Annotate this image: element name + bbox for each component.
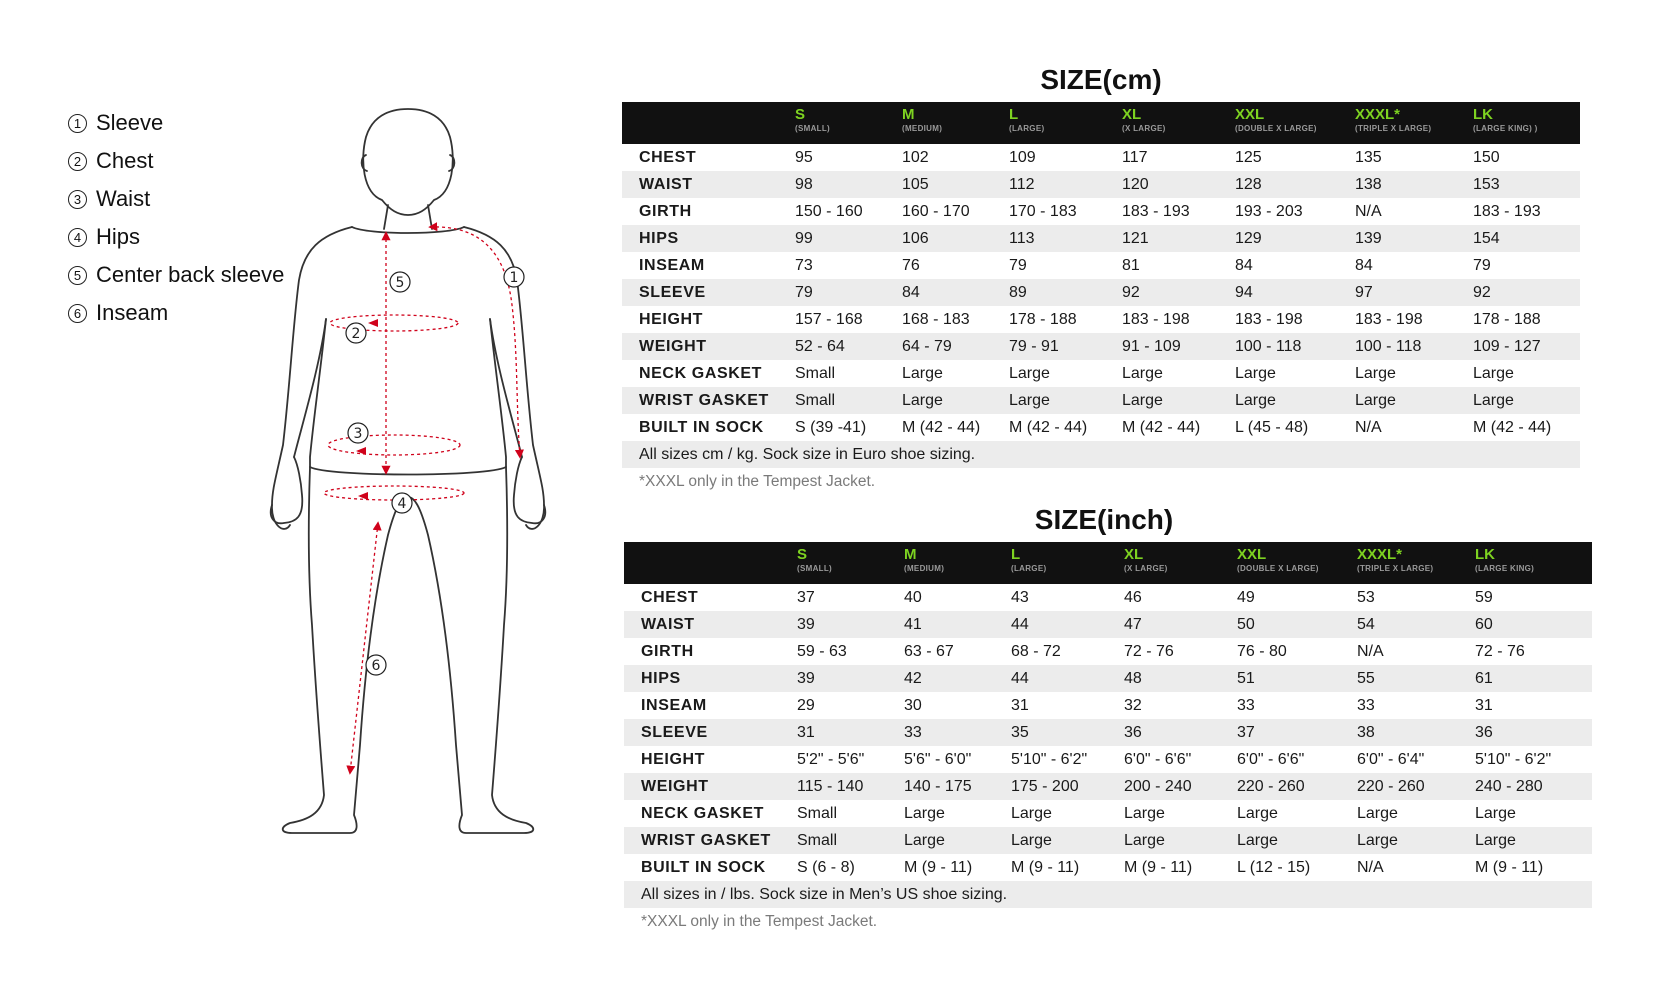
table-cell: 31: [1011, 696, 1029, 714]
size-desc: (SMALL): [797, 564, 832, 573]
table-cell: 84: [1355, 256, 1373, 274]
table-cell: 183 - 198: [1235, 310, 1303, 328]
table-cell: 95: [795, 148, 813, 166]
table-cell: Small: [797, 827, 904, 854]
row-label: WEIGHT: [622, 333, 795, 360]
row-label: HEIGHT: [639, 310, 704, 328]
table-cell: Large: [904, 827, 1011, 854]
table-cell: 49: [1237, 588, 1255, 606]
row-label: HIPS: [622, 225, 795, 252]
table-cell: 105: [902, 171, 1009, 198]
table-cell: M (42 - 44): [1122, 418, 1201, 436]
table-cell: 48: [1124, 665, 1237, 692]
table-row: [624, 584, 1592, 611]
table-cell: Large: [1122, 387, 1235, 414]
table-cell: 150 - 160: [795, 202, 863, 220]
table-cell: 31: [1475, 696, 1493, 714]
table-cell: Large: [1473, 387, 1580, 414]
row-label: INSEAM: [641, 696, 707, 714]
table-body: [622, 144, 1580, 468]
table-cell: 63 - 67: [904, 642, 954, 660]
table-cell: 50: [1237, 611, 1357, 638]
row-label: WAIST: [624, 611, 797, 638]
table-cell: 6'0" - 6'4": [1357, 750, 1425, 768]
size-table-cm: [622, 102, 1580, 468]
header-size-xxxl: [1357, 542, 1475, 584]
table-cell: 183 - 198: [1355, 310, 1423, 328]
table-cell: 43: [1011, 588, 1029, 606]
size-desc: (MEDIUM): [904, 564, 945, 573]
header-size-s: [797, 542, 904, 584]
header-size-xxxl: [1355, 102, 1473, 144]
table-cell: Large: [1235, 387, 1355, 414]
size-code: LK: [1473, 106, 1493, 123]
row-label: SLEEVE: [624, 719, 797, 746]
table-row: [624, 746, 1592, 773]
table-cell: 44: [1011, 665, 1124, 692]
table-note: All sizes in / lbs. Sock size in Men’s US shoe sizing.: [624, 881, 1592, 908]
table-cell: 125: [1235, 148, 1262, 166]
table-cell: 92: [1473, 279, 1580, 306]
table-cell: Large: [1357, 827, 1475, 854]
size-code: XXL: [1235, 106, 1265, 123]
marker-sleeve: 1: [509, 270, 519, 286]
table-cell: 32: [1124, 696, 1142, 714]
row-label: NECK GASKET: [639, 364, 763, 382]
size-desc: (TRIPLE X LARGE): [1357, 564, 1434, 573]
table-row: [622, 225, 1580, 252]
table-cell: 36: [1475, 719, 1592, 746]
table-row: [624, 692, 1592, 719]
header-size-l: [1009, 102, 1122, 144]
table-cell: 55: [1357, 665, 1475, 692]
size-desc: (LARGE): [1011, 564, 1047, 573]
legend-label: Hips: [96, 224, 141, 249]
table-cell: 138: [1355, 171, 1473, 198]
table-cell: Small: [795, 364, 836, 382]
legend-item-inseam: [68, 294, 284, 332]
table-row: [622, 171, 1580, 198]
table-cell: 99: [795, 225, 902, 252]
table-cell: 129: [1235, 225, 1355, 252]
table-cell: L (12 - 15): [1237, 858, 1311, 876]
table-cell: 72 - 76: [1475, 642, 1525, 660]
table-title: SIZE(cm): [1040, 64, 1162, 95]
table-row: [624, 800, 1592, 827]
table-row: [624, 854, 1592, 881]
table-cell: Large: [902, 364, 943, 382]
legend-label: Inseam: [96, 300, 169, 325]
table-cell: 64 - 79: [902, 333, 1009, 360]
table-row: [622, 198, 1580, 225]
table-cell: 72 - 76: [1124, 642, 1174, 660]
table-cell: 98: [795, 171, 902, 198]
table-cell: 220 - 260: [1357, 773, 1475, 800]
header-blank: [622, 102, 795, 144]
legend-label: Center back sleeve: [96, 262, 285, 287]
table-cell: 52 - 64: [795, 333, 902, 360]
table-cell: N/A: [1357, 642, 1384, 660]
table-cell: 94: [1235, 279, 1355, 306]
table-row: [622, 252, 1580, 279]
table-cell: 6'0" - 6'6": [1124, 750, 1192, 768]
table-row: [624, 773, 1592, 800]
row-label: BUILT IN SOCK: [641, 858, 766, 876]
table-row: [622, 144, 1580, 171]
legend-label: Chest: [96, 148, 154, 173]
header-size-xxl: [1237, 542, 1357, 584]
size-code: XXXL*: [1357, 546, 1403, 563]
table-cell: 117: [1122, 148, 1148, 166]
table-row: [624, 638, 1592, 665]
table-cell: Large: [1011, 804, 1052, 822]
table-row: [622, 414, 1580, 441]
table-cell: 109: [1009, 148, 1036, 166]
table-cell: Small: [795, 387, 902, 414]
table-cell: 200 - 240: [1124, 773, 1237, 800]
size-desc: (LARGE KING) ): [1473, 124, 1538, 133]
table-cell: 39: [797, 611, 904, 638]
table-cell: 38: [1357, 719, 1475, 746]
table-cell: 135: [1355, 148, 1382, 166]
header-size-xxl: [1235, 102, 1355, 144]
table-cell: Large: [1475, 827, 1592, 854]
table-cell: S (6 - 8): [797, 858, 855, 876]
table-cell: 73: [795, 256, 813, 274]
table-cell: 183 - 193: [1473, 202, 1541, 220]
table-cell: 59 - 63: [797, 642, 847, 660]
size-code: XL: [1122, 106, 1142, 123]
table-cell: 37: [1237, 719, 1357, 746]
table-cell: Large: [1355, 364, 1396, 382]
table-cell: Large: [1124, 827, 1237, 854]
size-chart-inch: [624, 498, 1592, 936]
table-cell: M (9 - 11): [1475, 858, 1544, 876]
size-desc: (LARGE KING): [1475, 564, 1535, 573]
table-cell: 160 - 170: [902, 202, 970, 220]
table-cell: 168 - 183: [902, 310, 970, 328]
table-cell: 44: [1011, 611, 1124, 638]
marker-waist: 3: [353, 426, 363, 442]
table-cell: 102: [902, 148, 929, 166]
size-code: S: [795, 106, 806, 123]
header-size-s: [795, 102, 902, 144]
table-cell: 37: [797, 588, 815, 606]
table-cell: 39: [797, 665, 904, 692]
table-row: [622, 333, 1580, 360]
table-cell: 5'10" - 6'2": [1475, 750, 1552, 768]
table-cell: 178 - 188: [1473, 310, 1541, 328]
table-body: [624, 584, 1592, 908]
row-label: WRIST GASKET: [624, 827, 797, 854]
table-cell: Large: [1355, 387, 1473, 414]
table-cell: Small: [797, 804, 838, 822]
table-cell: 35: [1011, 719, 1124, 746]
table-cell: 5'6" - 6'0": [904, 750, 972, 768]
table-cell: 79: [1009, 256, 1027, 274]
table-row: [624, 665, 1592, 692]
table-cell: 76 - 80: [1237, 642, 1287, 660]
size-code: XXL: [1237, 546, 1267, 563]
table-cell: 153: [1473, 171, 1580, 198]
header-size-l: [1011, 542, 1124, 584]
table-cell: 100 - 118: [1355, 333, 1473, 360]
legend-number: 3: [68, 190, 87, 209]
table-cell: 220 - 260: [1237, 773, 1357, 800]
table-cell: 40: [904, 588, 922, 606]
row-label: HIPS: [624, 665, 797, 692]
table-cell: 54: [1357, 611, 1475, 638]
note-row: [624, 881, 1592, 908]
table-cell: 84: [902, 279, 1009, 306]
marker-inseam: 6: [371, 658, 381, 674]
legend-item-center-back-sleeve: [68, 256, 284, 294]
table-row: [622, 279, 1580, 306]
legend-item-hips: [68, 218, 284, 256]
row-label: CHEST: [639, 148, 697, 166]
table-cell: 46: [1124, 588, 1142, 606]
size-desc: (SMALL): [795, 124, 830, 133]
table-title: SIZE(inch): [1034, 504, 1174, 535]
table-cell: M (42 - 44): [1009, 418, 1088, 436]
table-cell: 183 - 193: [1122, 202, 1190, 220]
table-cell: M (9 - 11): [904, 858, 973, 876]
table-cell: M (42 - 44): [902, 418, 981, 436]
legend-number: 4: [68, 228, 87, 247]
row-label: HEIGHT: [641, 750, 706, 768]
table-cell: 178 - 188: [1009, 310, 1077, 328]
table-row: [624, 827, 1592, 854]
table-cell: S (39 -41): [795, 418, 867, 436]
table-cell: N/A: [1355, 418, 1382, 436]
table-cell: 109 - 127: [1473, 333, 1580, 360]
size-desc: (X LARGE): [1124, 564, 1168, 573]
size-code: S: [797, 546, 808, 563]
table-cell: 33: [1237, 696, 1255, 714]
table-cell: 33: [1357, 696, 1375, 714]
table-cell: 128: [1235, 171, 1355, 198]
table-note: All sizes cm / kg. Sock size in Euro shoe sizing.: [622, 441, 1580, 468]
table-cell: 79: [795, 279, 902, 306]
header-size-m: [904, 542, 1011, 584]
size-table-inch: [624, 542, 1592, 908]
table-cell: 84: [1235, 256, 1253, 274]
table-cell: M (42 - 44): [1473, 418, 1552, 436]
size-code: XL: [1124, 546, 1144, 563]
table-cell: 113: [1009, 225, 1122, 252]
table-cell: 154: [1473, 225, 1580, 252]
row-label: WAIST: [622, 171, 795, 198]
table-cell: 30: [904, 696, 922, 714]
legend-label: Waist: [96, 186, 151, 211]
table-cell: Large: [902, 387, 1009, 414]
table-cell: 120: [1122, 171, 1235, 198]
legend-item-sleeve: [68, 104, 284, 142]
table-cell: Large: [1124, 804, 1165, 822]
table-cell: Large: [1237, 804, 1278, 822]
legend-label: Sleeve: [96, 110, 164, 135]
table-cell: Large: [904, 804, 945, 822]
table-cell: 5'10" - 6'2": [1011, 750, 1088, 768]
table-cell: 240 - 280: [1475, 773, 1592, 800]
size-desc: (DOUBLE X LARGE): [1237, 564, 1319, 573]
marker-center-back-sleeve: 5: [395, 275, 405, 291]
size-desc: (X LARGE): [1122, 124, 1166, 133]
table-cell: Large: [1357, 804, 1398, 822]
table-cell: 47: [1124, 611, 1237, 638]
table-cell: M (9 - 11): [1011, 858, 1080, 876]
table-cell: 53: [1357, 588, 1375, 606]
footnote: *XXXL only in the Tempest Jacket.: [641, 913, 878, 930]
table-cell: 139: [1355, 225, 1473, 252]
table-cell: 61: [1475, 665, 1592, 692]
table-cell: 193 - 203: [1235, 202, 1303, 220]
table-cell: 115 - 140: [797, 773, 904, 800]
table-cell: Large: [1122, 364, 1163, 382]
table-cell: M (9 - 11): [1124, 858, 1193, 876]
table-cell: 92: [1122, 279, 1235, 306]
legend-number: 5: [68, 266, 87, 285]
table-cell: 41: [904, 611, 1011, 638]
table-cell: 183 - 198: [1122, 310, 1190, 328]
header-size-m: [902, 102, 1009, 144]
table-cell: Large: [1237, 827, 1357, 854]
legend-item-chest: [68, 142, 284, 180]
row-label: INSEAM: [639, 256, 705, 274]
row-label: CHEST: [641, 588, 699, 606]
legend-number: 6: [68, 304, 87, 323]
table-cell: 33: [904, 719, 1011, 746]
size-code: XXXL*: [1355, 106, 1401, 123]
table-cell: 60: [1475, 611, 1592, 638]
note-row: [622, 441, 1580, 468]
row-label: WRIST GASKET: [622, 387, 795, 414]
legend-item-waist: [68, 180, 284, 218]
table-cell: 106: [902, 225, 1009, 252]
header-size-lk: [1475, 542, 1592, 584]
table-cell: Large: [1473, 364, 1514, 382]
table-cell: 91 - 109: [1122, 333, 1235, 360]
header-size-lk: [1473, 102, 1580, 144]
body-measurement-figure: [268, 105, 578, 905]
table-cell: 79 - 91: [1009, 333, 1122, 360]
table-cell: 79: [1473, 256, 1491, 274]
table-row: [622, 306, 1580, 333]
size-desc: (DOUBLE X LARGE): [1235, 124, 1317, 133]
row-label: GIRTH: [641, 642, 694, 660]
header-blank: [624, 542, 797, 584]
table-cell: 150: [1473, 148, 1500, 166]
table-cell: 97: [1355, 279, 1473, 306]
table-cell: 100 - 118: [1235, 333, 1355, 360]
table-cell: 5'2" - 5'6": [797, 750, 865, 768]
table-cell: Large: [1235, 364, 1276, 382]
table-cell: Large: [1475, 804, 1516, 822]
table-cell: 36: [1124, 719, 1237, 746]
size-chart-cm: [622, 58, 1580, 496]
table-cell: 76: [902, 256, 920, 274]
row-label: NECK GASKET: [641, 804, 765, 822]
size-desc: (TRIPLE X LARGE): [1355, 124, 1432, 133]
table-row: [622, 360, 1580, 387]
table-row: [624, 611, 1592, 638]
header-size-xl: [1124, 542, 1237, 584]
table-cell: N/A: [1357, 858, 1384, 876]
table-cell: 6'0" - 6'6": [1237, 750, 1305, 768]
legend-number: 1: [68, 114, 87, 133]
size-code: M: [904, 546, 917, 563]
table-cell: 59: [1475, 588, 1493, 606]
row-label: BUILT IN SOCK: [639, 418, 764, 436]
table-cell: Large: [1009, 387, 1122, 414]
table-cell: 68 - 72: [1011, 642, 1061, 660]
table-cell: 51: [1237, 665, 1357, 692]
legend-number: 2: [68, 152, 87, 171]
row-label: SLEEVE: [622, 279, 795, 306]
table-cell: 29: [797, 696, 815, 714]
measurement-legend: [68, 104, 284, 332]
body-outline-illustration: [268, 105, 578, 905]
table-cell: 157 - 168: [795, 310, 863, 328]
table-cell: Large: [1009, 364, 1050, 382]
size-code: L: [1009, 106, 1019, 123]
table-cell: 140 - 175: [904, 773, 1011, 800]
table-cell: 175 - 200: [1011, 773, 1124, 800]
size-code: L: [1011, 546, 1021, 563]
table-cell: 42: [904, 665, 1011, 692]
table-cell: 31: [797, 719, 904, 746]
table-row: [624, 719, 1592, 746]
table-cell: N/A: [1355, 202, 1382, 220]
header-size-xl: [1122, 102, 1235, 144]
size-desc: (MEDIUM): [902, 124, 943, 133]
row-label: WEIGHT: [624, 773, 797, 800]
footnote: *XXXL only in the Tempest Jacket.: [639, 473, 876, 490]
table-header-row: [622, 102, 1580, 144]
table-cell: 89: [1009, 279, 1122, 306]
size-code: LK: [1475, 546, 1495, 563]
table-cell: 170 - 183: [1009, 202, 1077, 220]
size-desc: (LARGE): [1009, 124, 1045, 133]
table-header-row: [624, 542, 1592, 584]
marker-chest: 2: [351, 326, 361, 342]
table-row: [622, 387, 1580, 414]
table-cell: Large: [1011, 827, 1124, 854]
table-cell: 112: [1009, 171, 1122, 198]
size-code: M: [902, 106, 915, 123]
table-cell: L (45 - 48): [1235, 418, 1309, 436]
marker-hips: 4: [397, 496, 407, 512]
row-label: GIRTH: [639, 202, 692, 220]
table-cell: 81: [1122, 256, 1140, 274]
table-cell: 121: [1122, 225, 1235, 252]
